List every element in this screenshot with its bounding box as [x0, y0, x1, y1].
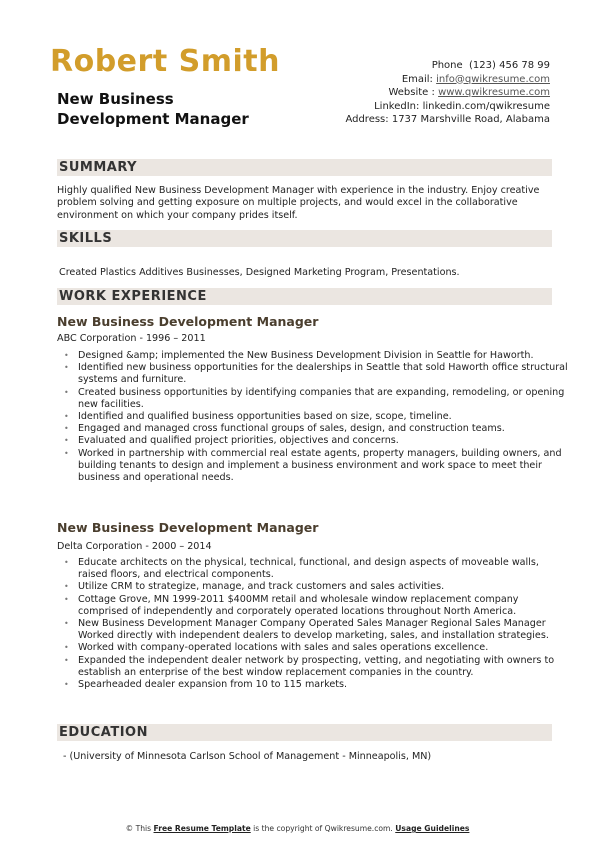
- education-text: - (University of Minnesota Carlson School of Management - Minneapolis, MN): [63, 751, 432, 762]
- footer: [0, 824, 595, 833]
- contact-website: [345, 86, 550, 100]
- list-item: • Identified new business opportunities for the dealerships in Seattle that sold Haworth office structural systems and furniture.: [78, 362, 568, 386]
- job-company: ABC Corporation - 1996 – 2011: [57, 333, 206, 344]
- contact-email: [345, 73, 550, 87]
- footer-prefix: © This: [125, 824, 152, 833]
- linkedin-label: LinkedIn:: [374, 100, 420, 112]
- list-item: • Utilize CRM to strategize, manage, and track customers and sales activities.: [78, 581, 568, 593]
- list-item: • Worked in partnership with commercial real estate agents, property managers, building owners, and building tenants to design and implement a business environment and work space to meet their business and operational needs.: [78, 448, 568, 485]
- list-item: • Expanded the independent dealer network by prospecting, vetting, and negotiating with owners to establish an enterprise of the best window replacement companies in the country.: [78, 655, 568, 679]
- list-item: • Spearheaded dealer expansion from 10 to 115 markets.: [78, 679, 568, 691]
- contact-linkedin: [345, 100, 550, 114]
- phone-value: (123) 456 78 99: [469, 60, 550, 71]
- list-item: • Cottage Grove, MN 1999-2011 $400MM retail and wholesale window replacement company comprised of independently and corporately operated locations throughout North America.: [78, 594, 568, 618]
- work-section-header: [57, 288, 552, 305]
- contact-address: [345, 113, 550, 127]
- job-title: New Business Development Manager: [57, 520, 319, 535]
- usage-guidelines-link[interactable]: Usage Guidelines: [395, 824, 470, 833]
- summary-heading: SUMMARY: [59, 160, 138, 175]
- summary-section-header: [57, 159, 552, 176]
- phone-label: Phone: [431, 60, 463, 71]
- candidate-name: Robert Smith: [50, 44, 280, 79]
- address-value: 1737 Marshville Road, Alabama: [391, 114, 550, 126]
- address-label: Address:: [345, 114, 389, 126]
- contact-block: [345, 59, 550, 127]
- list-item: • Created business opportunities by identifying companies that are expanding, remodeling, or opening new facilities.: [78, 387, 568, 411]
- list-item: • Evaluated and qualified project priorities, objectives and concerns.: [78, 435, 568, 447]
- list-item: • Educate architects on the physical, technical, functional, and design aspects of moveable walls, raised floors, and electrical components.: [78, 557, 568, 581]
- free-template-link[interactable]: Free Resume Template: [153, 824, 251, 833]
- job-bullet-list: [57, 350, 568, 484]
- website-label: Website :: [388, 87, 435, 99]
- linkedin-value: linkedin.com/qwikresume: [422, 100, 550, 112]
- job-bullet-list: [57, 557, 568, 691]
- list-item: • Designed &amp; implemented the New Business Development Division in Seattle for Haworth.: [78, 350, 568, 362]
- candidate-title: New Business Development Manager: [57, 90, 249, 128]
- contact-phone: [345, 59, 550, 73]
- skills-heading: SKILLS: [59, 231, 113, 246]
- footer-middle: is the copyright of Qwikresume.com.: [253, 824, 393, 833]
- education-heading: EDUCATION: [59, 725, 148, 740]
- education-section-header: [57, 724, 552, 741]
- skills-section-header: [57, 230, 552, 247]
- list-item: • Engaged and managed cross functional groups of sales, design, and construction teams.: [78, 423, 568, 435]
- list-item: • Worked with company-operated locations with sales and sales operations excellence.: [78, 642, 568, 654]
- email-link[interactable]: info@qwikresume.com: [436, 73, 550, 85]
- job-company: Delta Corporation - 2000 – 2014: [57, 541, 212, 552]
- list-item: • Identified and qualified business opportunities based on size, scope, timeline.: [78, 411, 568, 423]
- website-link[interactable]: www.qwikresume.com: [438, 87, 550, 99]
- skills-text: Created Plastics Additives Businesses, Designed Marketing Program, Presentations.: [59, 267, 460, 278]
- email-label: Email:: [401, 73, 433, 85]
- list-item: • New Business Development Manager Company Operated Sales Manager Regional Sales Manager Worked directly with independent dealers to develop marketing, sales, and installation strategies.: [78, 618, 568, 642]
- work-heading: WORK EXPERIENCE: [59, 289, 207, 304]
- job-title: New Business Development Manager: [57, 314, 319, 329]
- summary-text: Highly qualified New Business Development Manager with experience in the industry. Enjoy creative problem solving and getting exposure on multiple projects, and would excel in the collaborative environment on which your company prides itself.: [57, 185, 540, 221]
